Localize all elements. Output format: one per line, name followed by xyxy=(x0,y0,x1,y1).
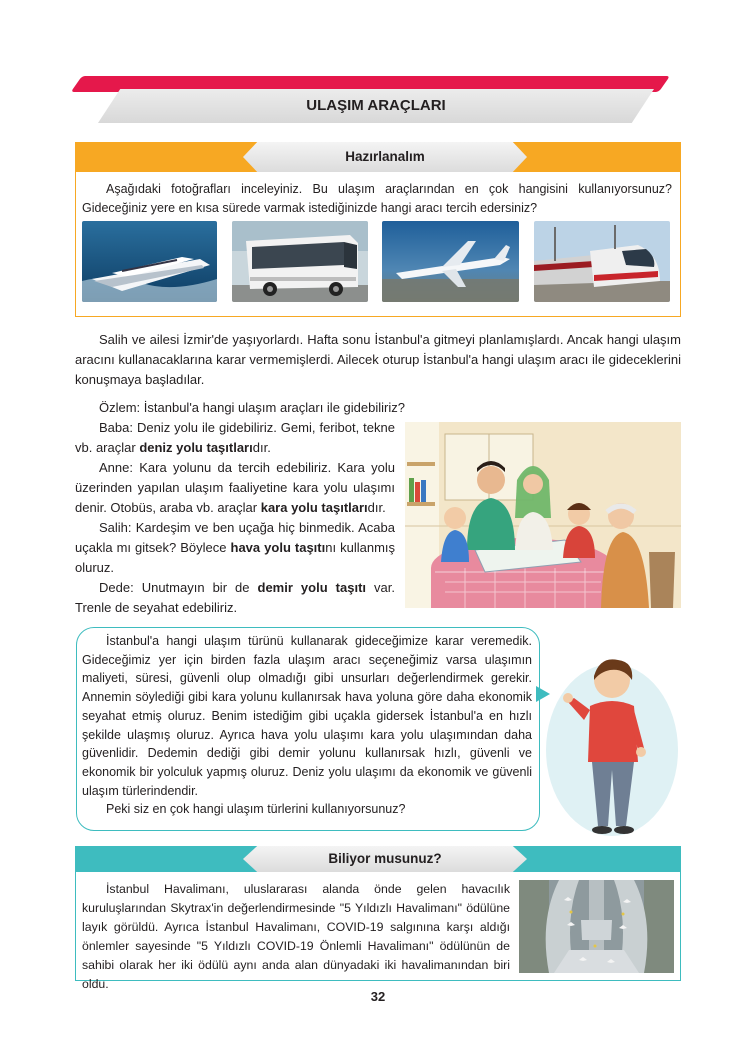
know-text: İstanbul Havalimanı, uluslararası alanda önde gelen havacılık kuruluşlarından Skytrax'in değerlendirmesinde "5 Yıldızlı Havalimanı" ödülüne layık görüldü. Ayrıca İstanbul Havalimanı, COVID-19 salgınına karşı aldığı önlemler sayesinde "5 Yıldızlı COVID-19 Önlemli Havalimanı" ödülünün de sahibi olarak her iki ödülü aynı anda alan dünyadaki iki havalimanından biri oldu. xyxy=(82,882,510,991)
dialogue-anne xyxy=(75,458,395,518)
boy-illustration xyxy=(544,650,682,838)
family-illustration xyxy=(405,422,681,608)
page-title: ULAŞIM ARAÇLARI xyxy=(306,97,446,114)
dede-text: Dede: Unutmayın bir de xyxy=(99,580,258,595)
anne-keyword: kara yolu taşıtları xyxy=(260,500,368,515)
airport-photo xyxy=(519,880,674,973)
dede-keyword: demir yolu taşıtı xyxy=(257,580,367,595)
prepare-header-label: Hazırlanalım xyxy=(345,149,425,164)
story-intro: Salih ve ailesi İzmir'de yaşıyorlardı. Hafta sonu İstanbul'a gitmeyi planlamışlardı. Ancak hangi ulaşım aracını kullanacaklarına karar vermemişlerdi. Ailecek oturup İstanbul'a hangi ulaşım aracı ile gideceklerini konuşmaya başladılar. xyxy=(75,332,681,387)
dialogue xyxy=(75,398,405,618)
ship-photo xyxy=(82,221,217,302)
dialogue-baba xyxy=(75,418,395,458)
dialogue-salih xyxy=(75,518,395,578)
baba-keyword: deniz yolu taşıtları xyxy=(139,440,253,455)
bus-photo xyxy=(232,221,368,302)
airplane-photo xyxy=(382,221,519,302)
salih-suffix: nı kullanmış oluruz. xyxy=(75,540,396,575)
know-header-label: Biliyor musunuz? xyxy=(328,851,442,866)
anne-text: Anne: Kara yolunu da tercih edebiliriz. Kara yolu üzerinden yapılan ulaşım faaliyetine kara yolu ulaşımı denir. Otobüs, araba vb. araçlar xyxy=(75,460,395,515)
dede-suffix: var. Trenle de seyahat edebiliriz. xyxy=(75,580,395,615)
dialogue-dede xyxy=(75,578,395,618)
dialogue-ozlem: Özlem: İstanbul'a hangi ulaşım araçları ile gidebiliriz? xyxy=(99,400,405,415)
baba-text: Baba: Deniz yolu ile gidebiliriz. Gemi, feribot, tekne vb. araçlar xyxy=(75,420,395,455)
salih-keyword: hava yolu taşıtı xyxy=(230,540,326,555)
salih-text: Salih: Kardeşim ve ben uçağa hiç binmedik. Acaba uçakla mı gitsek? Böylece xyxy=(75,520,395,555)
speech-paragraph-2: Peki siz en çok hangi ulaşım türlerini kullanıyorsunuz? xyxy=(106,802,406,817)
page-number: 32 xyxy=(370,989,386,1004)
speech-text xyxy=(82,632,532,819)
train-photo xyxy=(534,221,670,302)
prepare-text: Aşağıdaki fotoğrafları inceleyiniz. Bu ulaşım araçlarından en çok hangisini kullanıyorsunuz? Gideceğiniz yere en kısa sürede varmak istediğinizde hangi aracı tercih edersiniz? xyxy=(82,182,672,215)
speech-paragraph-1: İstanbul'a hangi ulaşım türünü kullanarak gideceğimize karar veremedik. Gideceğimiz yer için birden fazla ulaşım aracı seçeneğimiz varsa ulaşımın maliyeti, süresi, güvenli olup olmadığı gibi unsurları değerlendirmek gerekir. Annemin söylediği gibi kara yolunu kullanırsak hava yoluna göre daha ekonomik seyahat etmiş oluruz. Benim istediğim gibi uçakla gidersek İstanbul'a en hızlı şekilde ulaşmış oluruz. Ayrıca hava yolu ulaşımı kara yolu ulaşımından daha güvenlidir. Dedemin dediği gibi demir yolunu kullanırsak hızlı, güvenli ve ekonomik bir yolculuk yapmış oluruz. Deniz yolu ulaşımı da ekonomik ve güvenli ulaşım türlerindendir. xyxy=(82,634,532,798)
baba-suffix: dır. xyxy=(252,440,271,455)
anne-suffix: dır. xyxy=(367,500,386,515)
